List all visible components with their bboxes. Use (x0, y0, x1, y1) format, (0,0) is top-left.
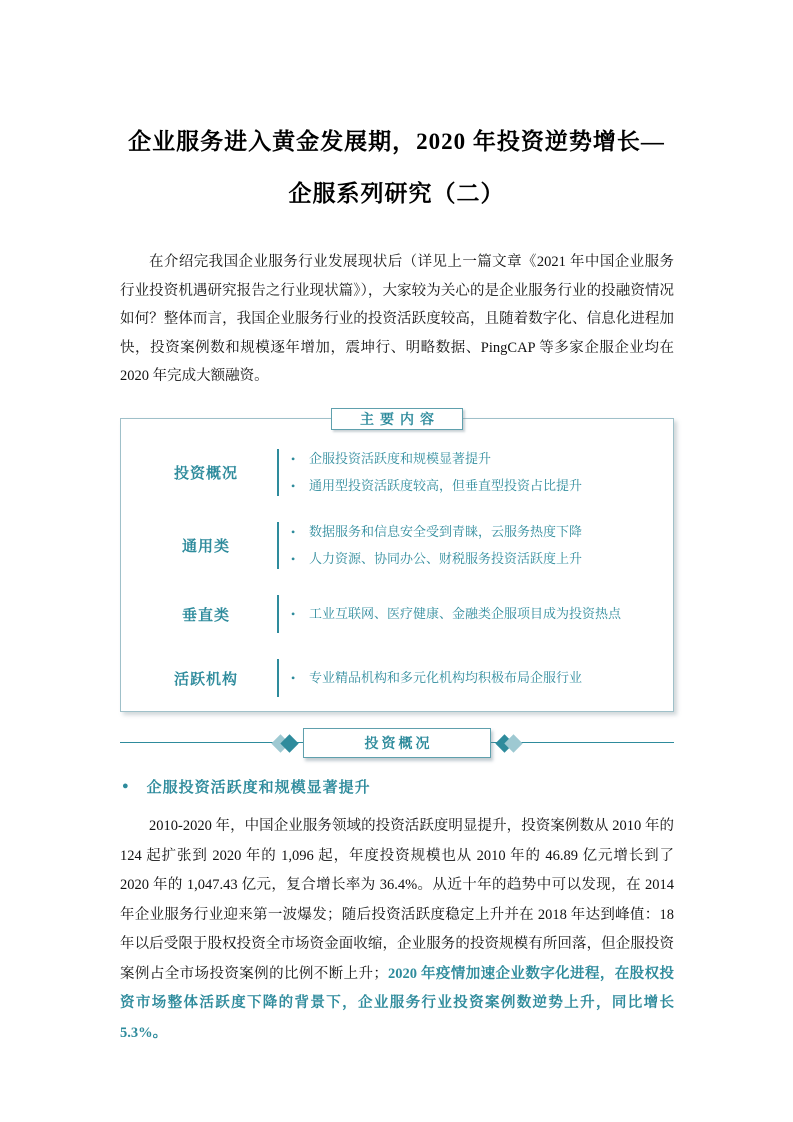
summary-row-vertical-category (135, 595, 653, 633)
list-item (291, 549, 653, 569)
bullet-dot-icon: • (291, 452, 296, 466)
summary-bullet-text: 人力资源、协同办公、财税服务投资活跃度上升 (309, 551, 583, 566)
bullet-dot-icon: • (291, 671, 296, 685)
section-heading-text: 企服投资活跃度和规模显著提升 (146, 780, 371, 796)
intro-paragraph: 在介绍完我国企业服务行业发展现状后（详见上一篇文章《2021 年中国企业服务行业投资机遇研究报告之行业现状篇》），大家较为关心的是企业服务行业的投融资情况如何？整体而言，我国企业服务行业的投资活跃度较高，且随着数字化、信息化进程加快，投资案例数和规模逐年增加，震坤行、明略数据、PingCAP 等多家企服企业均在 2020 年完成大额融资。 (120, 254, 674, 384)
summary-row-bullets (277, 659, 653, 697)
summary-row-label: 通用类 (181, 539, 230, 555)
banner-title: 投资概况 (303, 728, 491, 758)
bullet-dot-icon: ● (122, 780, 130, 792)
diamond-group-right (498, 737, 520, 750)
summary-row-active-institutions (135, 659, 653, 697)
title-line-2: 企服系列研究（二） (288, 181, 505, 206)
summary-box-rows (121, 419, 673, 713)
body-text-highlight: 2020 年疫情加速企业数字化进程，在股权投资市场整体活跃度下降的背景下，企业服务行业投资案例数逆势上升，同比增长 5.3%。 (120, 965, 674, 1041)
list-item (291, 604, 653, 624)
summary-bullet-text: 工业互联网、医疗健康、金融类企服项目成为投资热点 (309, 606, 622, 621)
summary-bullet-text: 专业精品机构和多元化机构均积极布局企服行业 (309, 670, 583, 685)
summary-row-investment-overview (135, 449, 653, 496)
summary-row-label: 垂直类 (181, 607, 230, 624)
summary-row-bullets (277, 522, 653, 569)
summary-bullet-text: 数据服务和信息安全受到青睐，云服务热度下降 (309, 524, 583, 539)
bullet-dot-icon: • (291, 607, 296, 621)
summary-box-header: 主要内容 (331, 408, 463, 430)
section-banner (120, 728, 674, 758)
summary-row-bullets (277, 449, 653, 496)
banner-center (274, 728, 520, 758)
summary-bullet-text: 企服投资活跃度和规模显著提升 (309, 451, 492, 466)
diamond-group-left (274, 737, 296, 750)
bullet-dot-icon: • (291, 552, 296, 566)
summary-row-general-category (135, 522, 653, 569)
section-heading (122, 776, 371, 797)
bullet-dot-icon: • (291, 525, 296, 539)
summary-row-label: 活跃机构 (173, 671, 238, 688)
list-item (291, 476, 653, 496)
body-paragraph (120, 812, 674, 1048)
summary-box (120, 413, 674, 712)
bullet-dot-icon: • (291, 479, 296, 493)
title-line-1: 企业服务进入黄金发展期，2020 年投资逆势增长— (128, 129, 665, 154)
summary-bullet-text: 通用型投资活跃度较高，但垂直型投资占比提升 (309, 478, 583, 493)
body-text: 2010-2020 年，中国企业服务领域的投资活跃度明显提升，投资案例数从 2010 年的 124 起扩张到 2020 年的 1,096 起，年度投资规模也从 2010 年的 46.89 亿元增长到了 2020 年的 1,047.43 亿元，复合增长率为 36.4%。从近十年的趋势中可以发现，在 2014 年企业服务行业迎来第一波爆发；随后投资活跃度稳定上升并在 2018 年达到峰值：18 年以后受限于股权投资全市场资金面收缩，企业服务的投资规模有所回落，但企服投资案例占全市场投资案例的比例不断上升； (120, 818, 674, 982)
list-item (291, 449, 653, 469)
summary-row-label: 投资概况 (173, 466, 238, 482)
summary-row-bullets (277, 595, 653, 633)
list-item (291, 668, 653, 688)
list-item (291, 522, 653, 542)
page-title (0, 116, 793, 220)
